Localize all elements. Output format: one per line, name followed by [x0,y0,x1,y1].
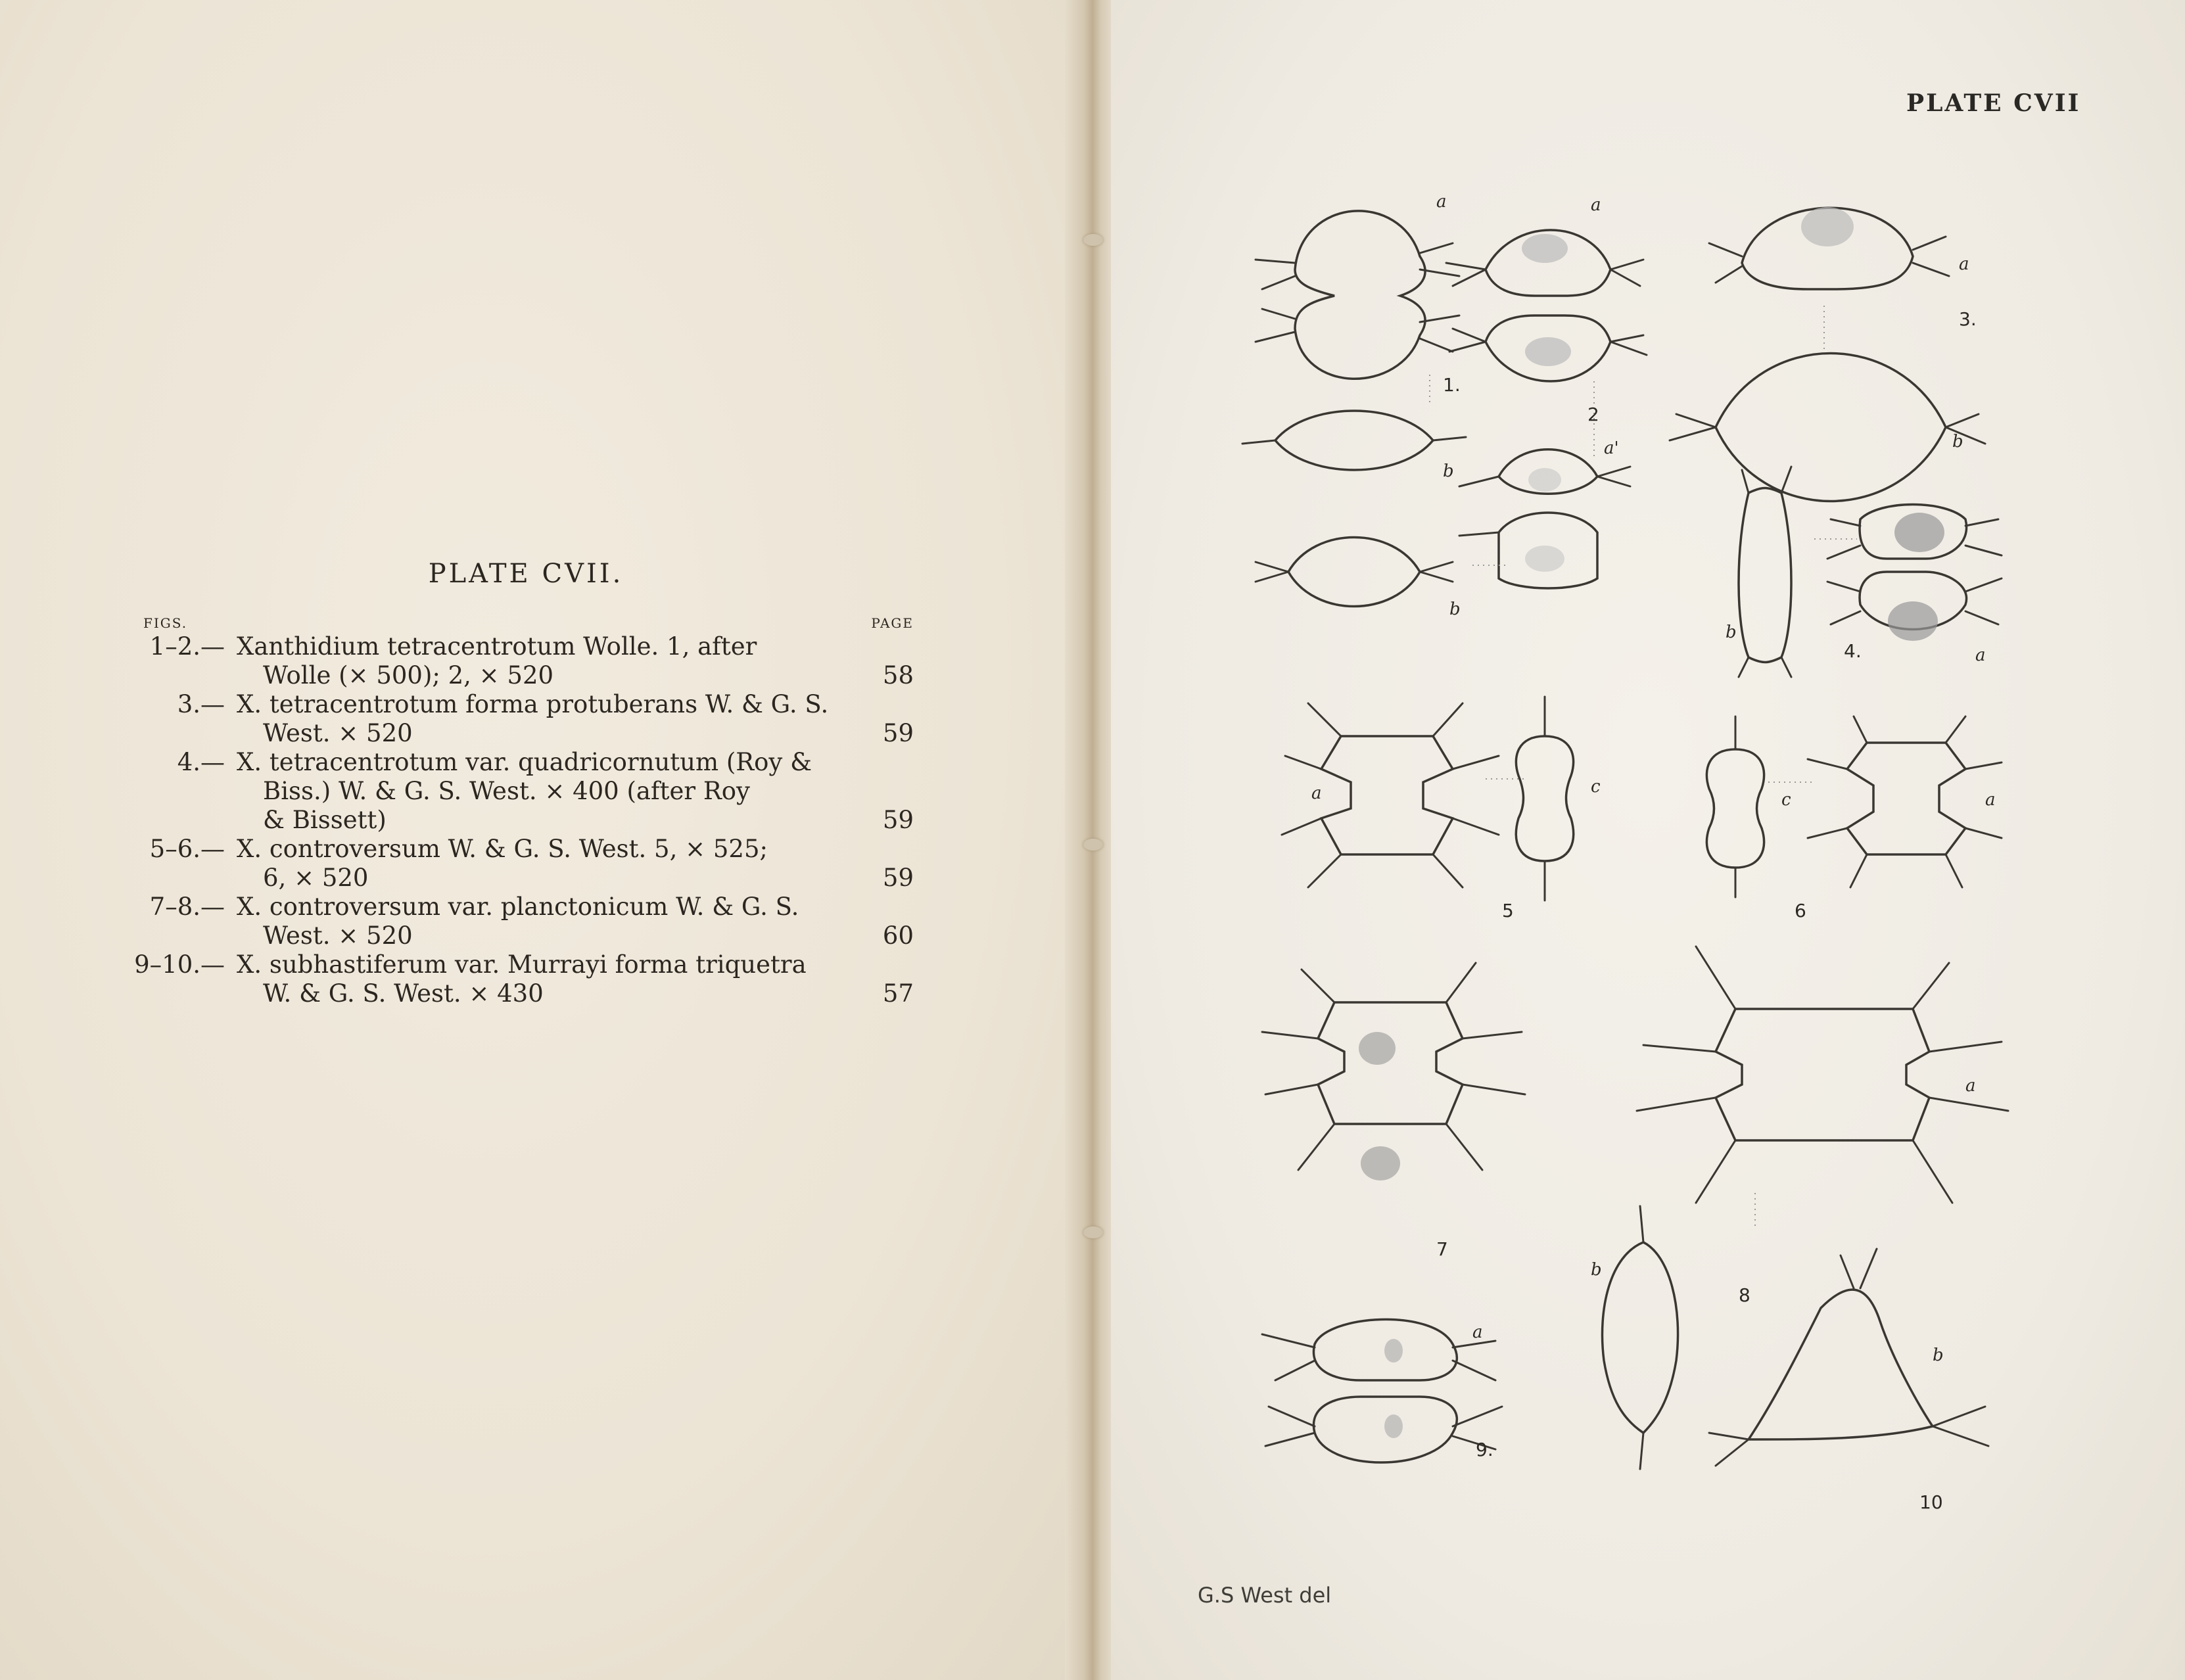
entry-page: 58 [882,661,914,689]
fig9-label-a: a [1472,1322,1483,1342]
fig5-label-a: a [1311,783,1322,803]
binding-stitch [1083,839,1103,851]
figure-1 [1242,211,1466,607]
plate-illustration [1236,177,2077,1545]
fig3-label-b: b [1952,432,1963,452]
fig2-label-a: a [1591,195,1601,215]
entry-text: W. & G. S. West. × 430 [263,979,544,1008]
fig2-label-a-prime: a' [1604,438,1619,458]
entry-text: Xanthidium tetracentrotum Wolle. 1, after [237,632,757,661]
fig3-number: 3. [1959,308,1977,330]
fig2-number: 2 [1587,404,1599,425]
legend-entry-4 [138,835,914,893]
entry-text: 6, × 520 [263,864,369,892]
entry-text: & Bissett) [263,806,387,834]
entry-number: 1–2.— [149,632,225,661]
entry-text: X. subhastiferum var. Murrayi forma triquetra [237,950,807,979]
figure-3 [1670,207,1985,502]
figure-4 [1739,467,2002,677]
legend-entry-6 [134,950,914,1008]
fig9-number: 9. [1476,1439,1493,1460]
legend-entry-3 [138,748,914,835]
binding-stitch [1083,234,1103,246]
fig6-number: 6 [1795,900,1806,922]
entry-text: Biss.) W. & G. S. West. × 400 (after Roy [263,777,750,805]
legend-entry-5 [138,893,914,950]
artist-signature: G.S West del [1198,1583,1332,1608]
binding-stitch [1083,1226,1103,1238]
fig7-number: 7 [1436,1238,1448,1260]
entry-page: 59 [882,806,914,834]
fig8-number: 8 [1739,1284,1750,1306]
fig6-label-a: a [1985,790,1996,810]
plate-title: PLATE CVII [1906,89,2081,117]
entry-page: 57 [882,979,914,1008]
entry-number: 5–6.— [149,835,225,863]
entry-number: 9–10.— [134,950,225,979]
entry-text: West. × 520 [263,922,413,950]
figure-5 [1282,697,1574,900]
entry-text: Wolle (× 500); 2, × 520 [263,661,554,689]
legend-entry-2 [138,690,914,748]
legend-title: PLATE CVII. [428,559,624,589]
plate-legend [134,559,914,1008]
fig1-label-b2: b [1449,599,1461,619]
figs-header: FIGS. [143,615,188,631]
fig1-number: 1. [1443,374,1461,396]
fig10-label-b: b [1933,1345,1944,1365]
entry-page: 59 [882,864,914,892]
fig1-label-a: a [1436,192,1447,212]
figure-6 [1706,716,2002,897]
legend-entry-1 [138,632,914,690]
entry-text: X. tetracentrotum var. quadricornutum (Roy & [237,748,812,776]
fig5-number: 5 [1502,900,1514,922]
fig4-label-b: b [1726,622,1737,642]
entry-page: 60 [882,922,914,950]
fig4-label-a: a [1975,645,1986,665]
fig3-label-a: a [1959,254,1969,274]
fig1-label-b: b [1443,461,1454,481]
entry-text: X. tetracentrotum forma protuberans W. & G. S. [237,690,829,718]
entry-number: 3.— [177,690,225,718]
fig5-label-c: c [1591,777,1601,797]
entry-text: West. × 520 [263,719,413,747]
fig6-label-c: c [1781,790,1791,810]
figure-9 [1262,1319,1502,1462]
legend-header [138,615,914,632]
figure-7 [1262,963,1525,1180]
entry-number: 4.— [177,748,225,776]
fig4-number: 4. [1844,640,1862,662]
entry-page: 59 [882,719,914,747]
entry-text: X. controversum var. planctonicum W. & G. S. [237,893,799,921]
entry-text: X. controversum W. & G. S. West. 5, × 525; [237,835,768,863]
figure-8 [1603,946,2009,1469]
fig8-label-a: a [1965,1076,1976,1096]
figure-2 [1446,230,1647,588]
fig8-label-b: b [1591,1260,1602,1280]
entry-number: 7–8.— [149,893,225,921]
left-page [0,0,1083,1680]
fig10-number: 10 [1919,1491,1943,1513]
page-header: PAGE [871,615,914,631]
